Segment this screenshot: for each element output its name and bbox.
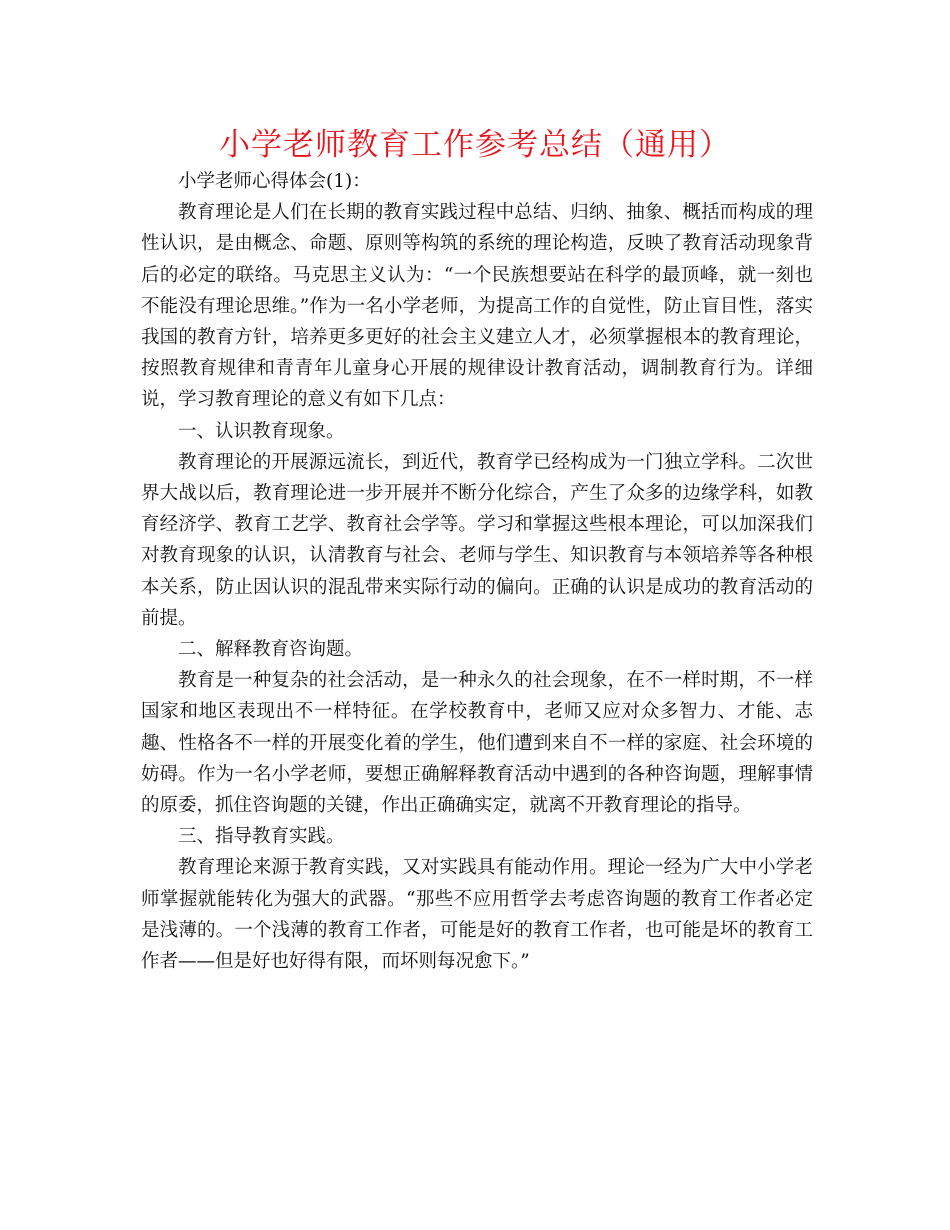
document-body [141,166,813,977]
paragraph-section-2: 教育是一种复杂的社会活动，是一种永久的社会现象，在不一样时期，不一样国家和地区表现出不一样特征。在学校教育中，老师又应对众多智力、才能、志趣、性格各不一样的开展变化着的学生，他们遭到来自不一样的家庭、社会环境的妨碍。作为一名小学老师，要想正确解释教育活动中遇到的各种咨询题，理解事情的原委，抓住咨询题的关键，作出正确确实定，就离不开教育理论的指导。 [141,670,813,817]
paragraph-section-1: 教育理论的开展源远流长，到近代，教育学已经构成为一门独立学科。二次世界大战以后，教育理论进一步开展并不断分化综合，产生了众多的边缘学科，如教育经济学、教育工艺学、教育社会学等。学习和掌握这些根本理论，可以加深我们对教育现象的认识，认清教育与社会、老师与学生、知识教育与本领培养等各种根本关系，防止因认识的混乱带来实际行动的偏向。正确的认识是成功的教育活动的前提。 [141,451,813,629]
paragraph-intro-heading: 小学老师心得体会(1)： [178,171,371,192]
section-heading-1: 一、认识教育现象。 [178,420,345,442]
paragraph-education-theory: 教育理论是人们在长期的教育实践过程中总结、归纳、抽象、概括而构成的理性认识，是由概念、命题、原则等构筑的系统的理论构造，反映了教育活动现象背后的必定的联络。马克思主义认为：“一个民族想要站在科学的最顶峰，就一刻也不能没有理论思维。”作为一名小学老师，为提高工作的自觉性，防止盲目性，落实我国的教育方针，培养更多更好的社会主义建立人才，必须掌握根本的教育理论，按照教育规律和青青年儿童身心开展的规律设计教育活动，调制教育行为。详细说，学习教育理论的意义有如下几点： [141,202,813,411]
section-heading-2: 二、解释教育咨询题。 [178,639,364,661]
section-heading-3: 三、指导教育实践。 [178,826,345,848]
document-title: 小学老师教育工作参考总结（通用） [219,127,731,163]
paragraph-section-3: 教育理论来源于教育实践，又对实践具有能动作用。理论一经为广大中小学老师掌握就能转化为强大的武器。“那些不应用哲学去考虑咨询题的教育工作者必定是浅薄的。一个浅薄的教育工作者，可能是好的教育工作者，也可能是坏的教育工作者——但是好也好得有限，而坏则每况愈下。” [141,857,813,973]
